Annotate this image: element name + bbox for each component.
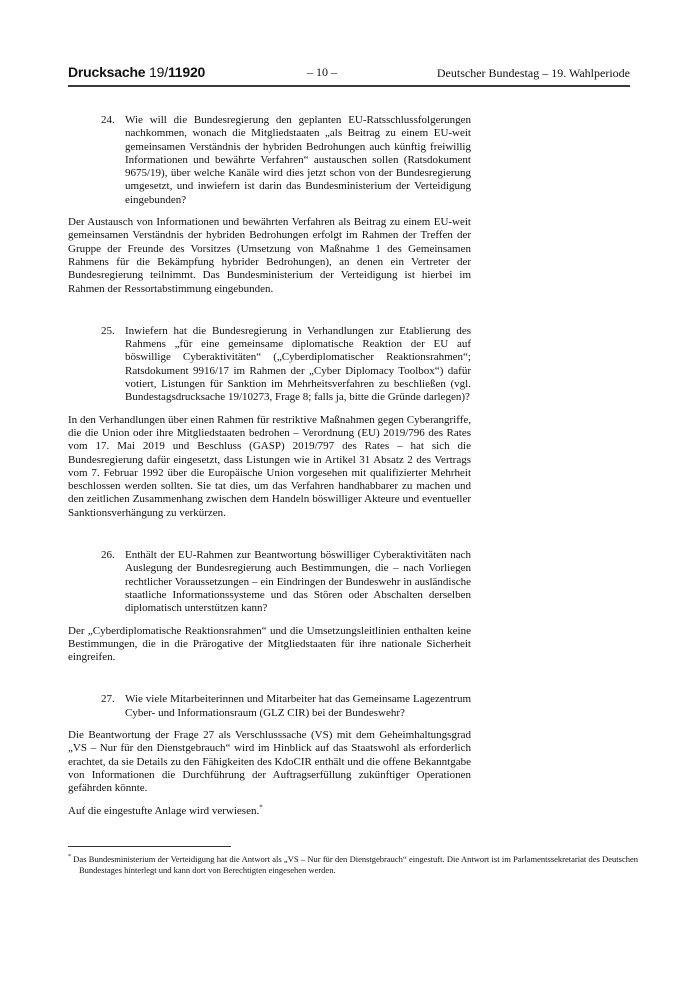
question-text: Inwiefern hat die Bundesregierung in Verhandlungen zur Etablierung des Rahmens „für eine gemeinsame diplomatische Reaktion der EU auf böswillige Cyberaktivitäten“ („Cyberdiplomatischer Reaktionsrahmen“; Ratsdokument 9916/17 im Rahmen der „Cyber Diplomacy Toolbox“) dafür votiert, Listungen für Sanktion im Mehrheitsverfahren zu beschließen (vgl. Bundestagsdrucksache 19/10273, Frage 8; falls ja, bitte die Gründe darlegen)?: [125, 324, 471, 404]
qa-group-27: [68, 693, 471, 818]
qa-group-25: [68, 325, 471, 520]
question-25: [68, 325, 471, 405]
footnote-mark: *: [68, 854, 71, 861]
footnote-section: [68, 846, 638, 876]
doc-number-prefix: 19/: [149, 64, 168, 80]
footnote-reference-mark: *: [259, 803, 263, 812]
qa-group-26: [68, 549, 471, 664]
question-number: 25.: [101, 324, 115, 337]
doc-type-label: Drucksache: [68, 64, 146, 80]
answer-27-closing: [68, 805, 471, 818]
footnote-divider: [68, 846, 231, 847]
question-24: [68, 114, 471, 207]
question-26: [68, 549, 471, 615]
question-text: Wie will die Bundesregierung den geplanten EU-Ratsschlussfolgerungen nachkommen, wonach die Mitgliedstaaten „als Beitrag zu einem EU-weit gemeinsamen Verständnis der hybriden Bedrohungen auch künftig freiwillig Informationen und bewährte Verfahren“ austauschen sollen (Ratsdokument 9675/19), über welche Kanäle wird dies jetzt schon von der Bundesregierung umgesetzt, und inwiefern ist darin das Bundesministerium der Verteidigung eingebunden?: [125, 114, 471, 206]
document-body: [68, 114, 471, 819]
answer-26: Der „Cyberdiplomatische Reaktionsrahmen“ und die Umsetzungsleitlinien enthalten keine Bestimmungen, die in die Prärogative der Mitgliedstaaten für ihre nationale Sicherheit eingreifen.: [68, 624, 471, 664]
page-number: – 10 –: [307, 65, 337, 79]
doc-number: [68, 64, 205, 80]
question-text: Wie viele Mitarbeiterinnen und Mitarbeiter hat das Gemeinsame Lagezentrum Cyber- und Informationsraum (GLZ CIR) bei der Bundeswehr?: [125, 693, 471, 719]
footnote-text: Das Bundesministerium der Verteidigung hat die Antwort als „VS – Nur für den Dienstgebrauch“ eingestuft. Die Antwort ist im Parlamentssekretariat des Deutschen Bundestages hinterlegt und kann dort von Berechtigten eingesehen werden.: [73, 854, 638, 875]
question-27: [68, 693, 471, 720]
closing-text: Auf die eingestufte Anlage wird verwiesen.: [68, 805, 260, 818]
answer-27: Die Beantwortung der Frage 27 als Verschlusssache (VS) mit dem Geheimhaltungsgrad „VS – Nur für den Dienstgebrauch“ wird im Hinblick auf das Staatswohl als erforderlich erachtet, da sie Details zu den Fähigkeiten des KdoCIR enthält und die offene Bekanntgabe von Informationen die Durchführung der Auftragserfüllung zukünftiger Operationen gefährden könnte.: [68, 728, 471, 795]
page-header: [68, 64, 630, 87]
question-number: 26.: [101, 549, 115, 562]
answer-25: In den Verhandlungen über einen Rahmen für restriktive Maßnahmen gegen Cyberangriffe, die die Union oder ihre Mitgliedstaaten bedrohen – Verordnung (EU) 2019/796 des Rates vom 17. Mai 2019 und Beschluss (GASP) 2019/797 des Rates – hat sich die Bundesregierung dafür eingesetzt, dass Listungen wie in Artikel 31 Absatz 2 des Vertrags vom 7. Februar 1992 über die Europäische Union vorgesehen mit qualifizierter Mehrheit beschlossen werden sollten. Sie tat dies, um das Verfahren handhabbarer zu machen und den zeitlichen Zusammenhang zwischen dem Handeln böswilliger Akteure und eventueller Sanktionsverhängung zu verkürzen.: [68, 413, 471, 519]
question-number: 27.: [101, 693, 115, 706]
answer-24: Der Austausch von Informationen und bewährten Verfahren als Beitrag zu einem EU-weit gemeinsamen Verständnis der hybriden Bedrohungen erfolgt im Rahmen der Treffen der Gruppe der Freunde des Vorsitzes (Umsetzung von Maßnahme 1 des Gemeinsamen Rahmens für die Bekämpfung hybrider Bedrohungen), an denen ein Vertreter der Bundesregierung teilnimmt. Das Bundesministerium der Verteidigung ist hierbei im Rahmen der Ressortabstimmung eingebunden.: [68, 216, 471, 295]
doc-number-bold: 11920: [167, 64, 206, 80]
question-number: 24.: [101, 114, 115, 126]
footnote: [68, 854, 638, 876]
question-text: Enthält der EU-Rahmen zur Beantwortung böswilliger Cyberaktivitäten nach Auslegung der Bundesregierung auch Bestimmungen, die – nach Vorliegen rechtlicher Voraussetzungen – ein Eindringen der Bundeswehr in ausländische staatliche Informationssysteme und das Stören oder Abschalten derselben diplomatisch unterstützen kann?: [125, 549, 471, 615]
qa-group-24: [68, 114, 471, 296]
parliament-label: Deutscher Bundestag – 19. Wahlperiode: [436, 66, 630, 80]
